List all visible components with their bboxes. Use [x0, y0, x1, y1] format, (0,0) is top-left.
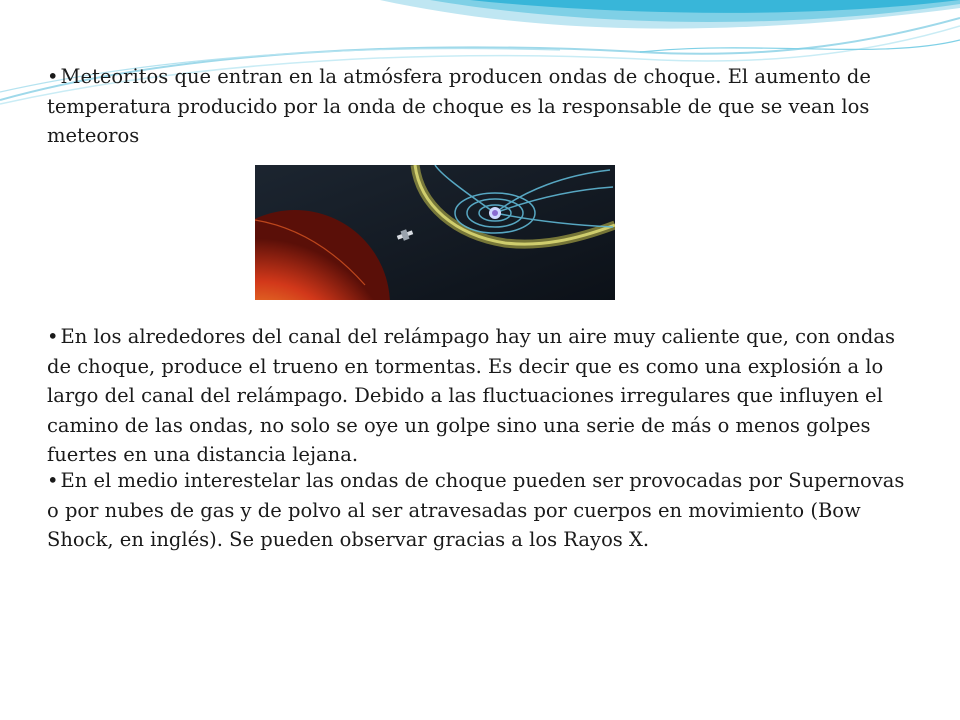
bullet-marker: •	[47, 469, 59, 492]
bullet-marker: •	[47, 65, 59, 88]
sun-magnetosphere-bow-shock-illustration	[255, 165, 615, 300]
bullet-relampago	[47, 322, 917, 470]
bullet-text: En el medio interestelar las ondas de choque pueden ser provocadas por Supernovas o por nubes de gas y de polvo al ser atravesadas por cuerpos en movimiento (Bow Shock, en inglés). Se pueden observar gracias a los Rayos X.	[47, 469, 905, 551]
bullet-medio-interestelar	[47, 466, 917, 555]
bullet-text: En los alrededores del canal del relámpago hay un aire muy caliente que, con ondas de choque, produce el trueno en tormentas. Es decir que es como una explosión a lo largo del canal del relámpago. Debido a las fluctuaciones irregulares que influyen el camino de las ondas, no solo se oye un golpe sino una serie de más o menos golpes fuertes en una distancia lejana.	[47, 325, 895, 466]
bullet-meteoritos	[47, 62, 917, 151]
bullet-text: Meteoritos que entran en la atmósfera producen ondas de choque. El aumento de temperatura producido por la onda de choque es la responsable de que se vean los meteoros	[47, 65, 871, 147]
bullet-marker: •	[47, 325, 59, 348]
